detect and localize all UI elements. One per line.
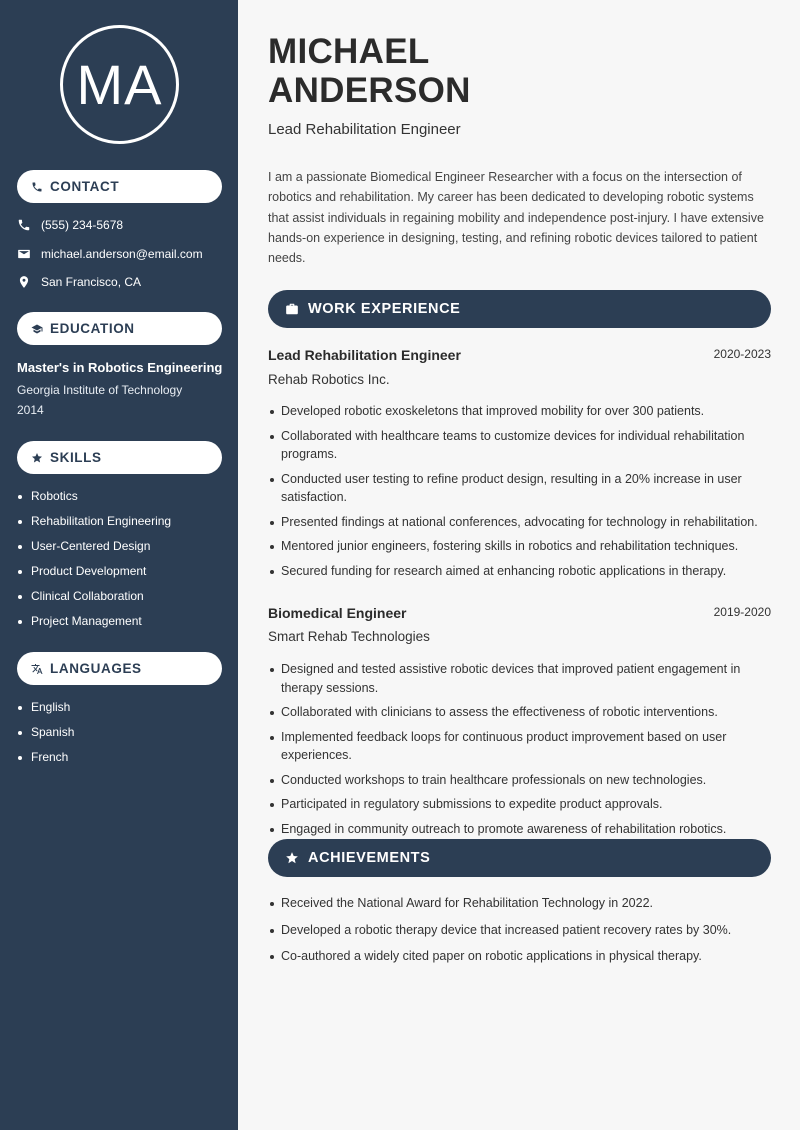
sidebar bbox=[0, 0, 238, 1130]
contact-section-header bbox=[17, 170, 222, 203]
languages-section-header bbox=[17, 652, 222, 685]
job-1-bullet: Conducted user testing to refine product design, resulting in a 20% increase in user satisfaction. bbox=[268, 470, 771, 507]
first-name: MICHAEL bbox=[268, 32, 430, 71]
job-2-bullets bbox=[268, 660, 771, 844]
envelope-icon bbox=[17, 247, 31, 261]
translate-icon bbox=[31, 663, 43, 675]
skill-item: Robotics bbox=[17, 489, 171, 514]
email-address[interactable]: michael.anderson@email.com bbox=[41, 247, 203, 261]
skills-section-header bbox=[17, 441, 222, 474]
languages-list bbox=[17, 700, 74, 775]
map-pin-icon bbox=[17, 275, 31, 289]
phone-icon bbox=[17, 218, 31, 232]
achievement-item: Received the National Award for Rehabilitation Technology in 2022. bbox=[268, 894, 771, 913]
skill-item: Product Development bbox=[17, 564, 171, 589]
skills-list bbox=[17, 489, 171, 639]
job-2-bullet: Implemented feedback loops for continuous product improvement based on user experiences. bbox=[268, 728, 771, 765]
phone-number[interactable]: (555) 234-5678 bbox=[41, 218, 124, 232]
phone-icon bbox=[31, 181, 43, 193]
job-1-bullet: Developed robotic exoskeletons that improved mobility for over 300 patients. bbox=[268, 402, 771, 421]
job-1-bullet: Collaborated with healthcare teams to customize devices for individual rehabilitation programs. bbox=[268, 427, 771, 464]
education-school: Georgia Institute of Technology bbox=[17, 383, 183, 397]
graduation-cap-icon bbox=[31, 323, 43, 335]
star-icon bbox=[31, 452, 43, 464]
contact-location bbox=[17, 273, 141, 291]
job-1-bullet: Presented findings at national conferences, advocating for technology in rehabilitation. bbox=[268, 513, 771, 532]
job-1-bullet: Secured funding for research aimed at enhancing robotic applications in therapy. bbox=[268, 562, 771, 581]
job-title-subtitle: Lead Rehabilitation Engineer bbox=[268, 121, 461, 138]
language-item: French bbox=[17, 750, 74, 775]
job-2-title: Biomedical Engineer bbox=[268, 605, 407, 621]
skill-item: Project Management bbox=[17, 614, 171, 639]
education-heading: EDUCATION bbox=[50, 321, 135, 336]
job-2-bullet: Participated in regulatory submissions to expedite product approvals. bbox=[268, 795, 771, 814]
star-icon bbox=[285, 851, 299, 865]
skills-heading: SKILLS bbox=[50, 450, 102, 465]
job-1-bullets bbox=[268, 402, 771, 586]
job-2-bullet: Collaborated with clinicians to assess the effectiveness of robotic interventions. bbox=[268, 703, 771, 722]
skill-item: Rehabilitation Engineering bbox=[17, 514, 171, 539]
contact-heading: CONTACT bbox=[50, 179, 120, 194]
achievement-item: Co-authored a widely cited paper on robotic applications in physical therapy. bbox=[268, 947, 771, 966]
location-text: San Francisco, CA bbox=[41, 275, 142, 289]
language-item: English bbox=[17, 700, 74, 725]
skill-item: Clinical Collaboration bbox=[17, 589, 171, 614]
monogram-avatar: MA bbox=[60, 25, 179, 144]
job-1-dates: 2020-2023 bbox=[713, 347, 771, 361]
briefcase-icon bbox=[285, 302, 299, 316]
job-2-dates: 2019-2020 bbox=[713, 605, 771, 619]
education-degree: Master's in Robotics Engineering bbox=[17, 360, 223, 375]
achievements-section-header bbox=[268, 839, 771, 877]
education-section-header bbox=[17, 312, 222, 345]
languages-heading: LANGUAGES bbox=[50, 661, 142, 676]
profile-summary: I am a passionate Biomedical Engineer Researcher with a focus on the intersection of robotics and rehabilitation. My career has been dedicated to developing robotic systems that assist individuals in regaining mobility and independence post-injury. I have extensive hands-on experience in designing, testing, and refining robotic devices tailored to patient needs. bbox=[268, 170, 764, 266]
job-2-bullet: Engaged in community outreach to promote awareness of rehabilitation robotics. bbox=[268, 820, 771, 839]
skill-item: User-Centered Design bbox=[17, 539, 171, 564]
contact-phone bbox=[17, 216, 123, 234]
achievements-list bbox=[268, 894, 771, 974]
job-1-bullet: Mentored junior engineers, fostering skills in robotics and rehabilitation techniques. bbox=[268, 537, 771, 556]
full-name bbox=[268, 32, 471, 110]
job-2-bullet: Conducted workshops to train healthcare professionals on new technologies. bbox=[268, 771, 771, 790]
contact-email bbox=[17, 245, 203, 263]
work-experience-section-header bbox=[268, 290, 771, 328]
job-2-company: Smart Rehab Technologies bbox=[268, 629, 430, 644]
last-name: ANDERSON bbox=[268, 71, 471, 110]
achievements-heading: ACHIEVEMENTS bbox=[308, 850, 431, 866]
education-year: 2014 bbox=[17, 403, 44, 417]
job-1-title: Lead Rehabilitation Engineer bbox=[268, 347, 461, 363]
work-experience-heading: WORK EXPERIENCE bbox=[308, 301, 461, 317]
achievement-item: Developed a robotic therapy device that increased patient recovery rates by 30%. bbox=[268, 921, 771, 940]
job-1-company: Rehab Robotics Inc. bbox=[268, 372, 390, 387]
language-item: Spanish bbox=[17, 725, 74, 750]
job-2-bullet: Designed and tested assistive robotic devices that improved patient engagement in therapy sessions. bbox=[268, 660, 771, 697]
